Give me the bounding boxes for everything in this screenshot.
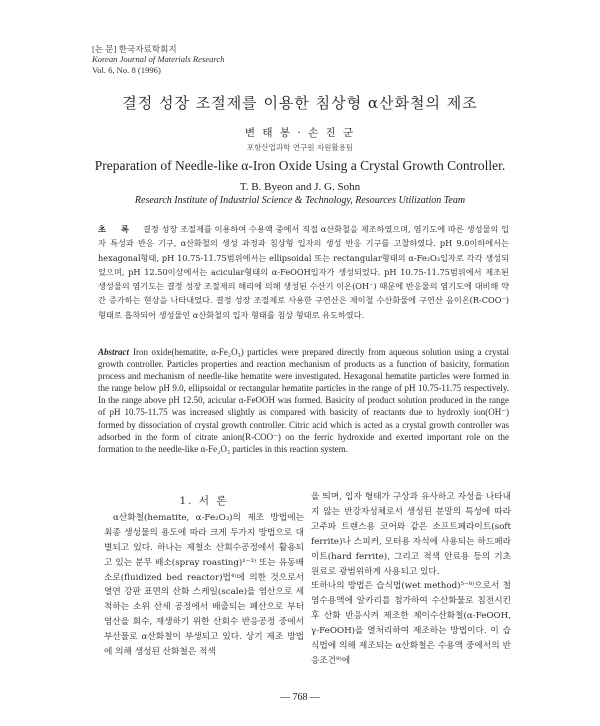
body-column-left	[104, 494, 304, 660]
body-text-left: α산화철(hematite, α-Fe₂O₃)의 제조 방법에는 최종 생성물의 용도에 따라 크게 두가지 방법으로 대별되고 있다. 하나는 제철소 산회수공정에서 활용되고 있는 분무 배소(spray roasting)¹⁻³⁾ 또는 유동배소로(fluidized bed reactor)법⁴⁾에 의한 것으로서 열연 강판 표면의 산화 스케일(scale)을 염산으로 세척하는 소위 산세 공정에서 배출되는 폐산으로 부터 염산을 회수, 재생하기 위한 산회수 반응공정 중에서 부산물로 α산화철이 부생되고 있다. 상기 제조 방법에 의해 생성된 산화철은 적색	[104, 512, 304, 658]
journal-volume: Vol. 6, No. 8 (1996)	[92, 64, 161, 75]
title-english: Preparation of Needle-like α-Iron Oxide Using a Crystal Growth Controller.	[94, 158, 506, 173]
body-text-right: 을 띄며, 입자 형태가 구상과 유사하고 자성을 나타내지 않는 반강자성체로서 생성된 분말의 특성에 따라 고주파 트랜스용 코어와 같은 소프트페라이트(soft ferrite)나 스피커, 모터용 자석에 사용되는 하드페라이트(hard ferrite), 그리고 적색 안료용 등의 기초 원료로 광범위하게 사용되고 있다. 또하나의 방법은 습식법(wet method)⁵⁻⁸⁾으로서 철염수용액에 알카리를 첨가하여 수산화물로 침전시킨 후 산화 반응시켜 제조한 제이수산화철(α-FeOOH, γ-FeOOH)을 열처리하여 제조하는 방법이다. 이 습식법에 의해 제조되는 α산화철은 수용액 중에서의 반응조건⁹⁾에	[311, 492, 511, 666]
journal-name-en: Korean Journal of Materials Research	[92, 54, 225, 65]
authors-korean: 변 태 봉 · 손 진 군	[244, 127, 356, 139]
affiliation-korean: 포항산업과학 연구원 자원활용팀	[246, 143, 354, 152]
body-column-right	[311, 490, 511, 669]
section-heading-introduction: 1. 서 론	[179, 495, 229, 507]
abstract-english	[98, 346, 509, 455]
abstract-english-label: Abstract	[98, 347, 130, 357]
journal-name-ko: [논 문] 한국자료학회지	[92, 44, 177, 54]
abstract-korean-label: 초 록	[98, 224, 135, 234]
journal-header	[92, 44, 392, 75]
abstract-korean-text: 결정 성장 조절제를 이용하여 수용액 중에서 직접 α산화철을 제조하였으며, 염기도에 따른 생성물의 입자 특성과 반응 기구, α산화철의 생성 과정과 침상형 입자의 생성 반응 기구를 고찰하였다. pH 9.0이하에서는 hexagonal형태, pH 10.75-11.75범위에서는 ellipsoidal 또는 rectangular형태의 α-Fe₂O₃입자로 각각 생성되었으며, pH 12.50이상에서는 acicular형태의 α-FeOOH입자가 생성되었다. pH 10.75-11.75범위에서 제조된 생성물의 염기도는 결정 성장 조절제의 해리에 의해 생성된 수산기 이온(OH⁻) 때문에 반응물의 염기도에 대비해 약간 증가하는 현상을 나타내었다. 결정 성장 조절제로 사용한 구연산은 제이철 수산화물에 구연산 음이온(R-COO⁻) 형태로 흡착되어 생성물인 α산화철의 입자 형태를 침상 형태로 유도하였다.	[98, 224, 510, 320]
page-number: — 768 —	[280, 692, 320, 703]
authors-english: T. B. Byeon and J. G. Sohn	[239, 181, 361, 193]
affiliation-english: Research Institute of Industrial Science & Technology, Resources Utilization Team	[134, 195, 466, 206]
title-korean: 결정 성장 조절제를 이용한 침상형 α산화철의 제조	[122, 94, 478, 112]
abstract-english-text: Iron oxide(hematite, α-Fe₂O₃) particles were prepared directly from aqueous solution using a crystal growth controller. Particles properties and reaction mechanism of products as a function of basicity, formation process and mechanism of needle-like hematite were investigated. Hexagonal hematite particles were formed in the range below pH 9.0, ellipsoidal or rectangular hematite particles in the range of pH 10.75-11.75 respectively. In the range above pH 12.50, acicular α-FeOOH was formed. Basicity of product solution produced in the range of pH 10.75-11.75 was increased slightly as compared with basicity of reactants due to hydroxly ion(OH⁻) formed by dissociation of crystal growth controller. Citric acid which is acted as a crystal growth controller was adsorbed in the form of citrate anion(R-COO⁻) on the ferric hydroxide and exerted important role on the formation to the needle-like α-Fe₂O₃ particles in this reaction system.	[98, 347, 509, 454]
abstract-korean	[98, 222, 509, 322]
